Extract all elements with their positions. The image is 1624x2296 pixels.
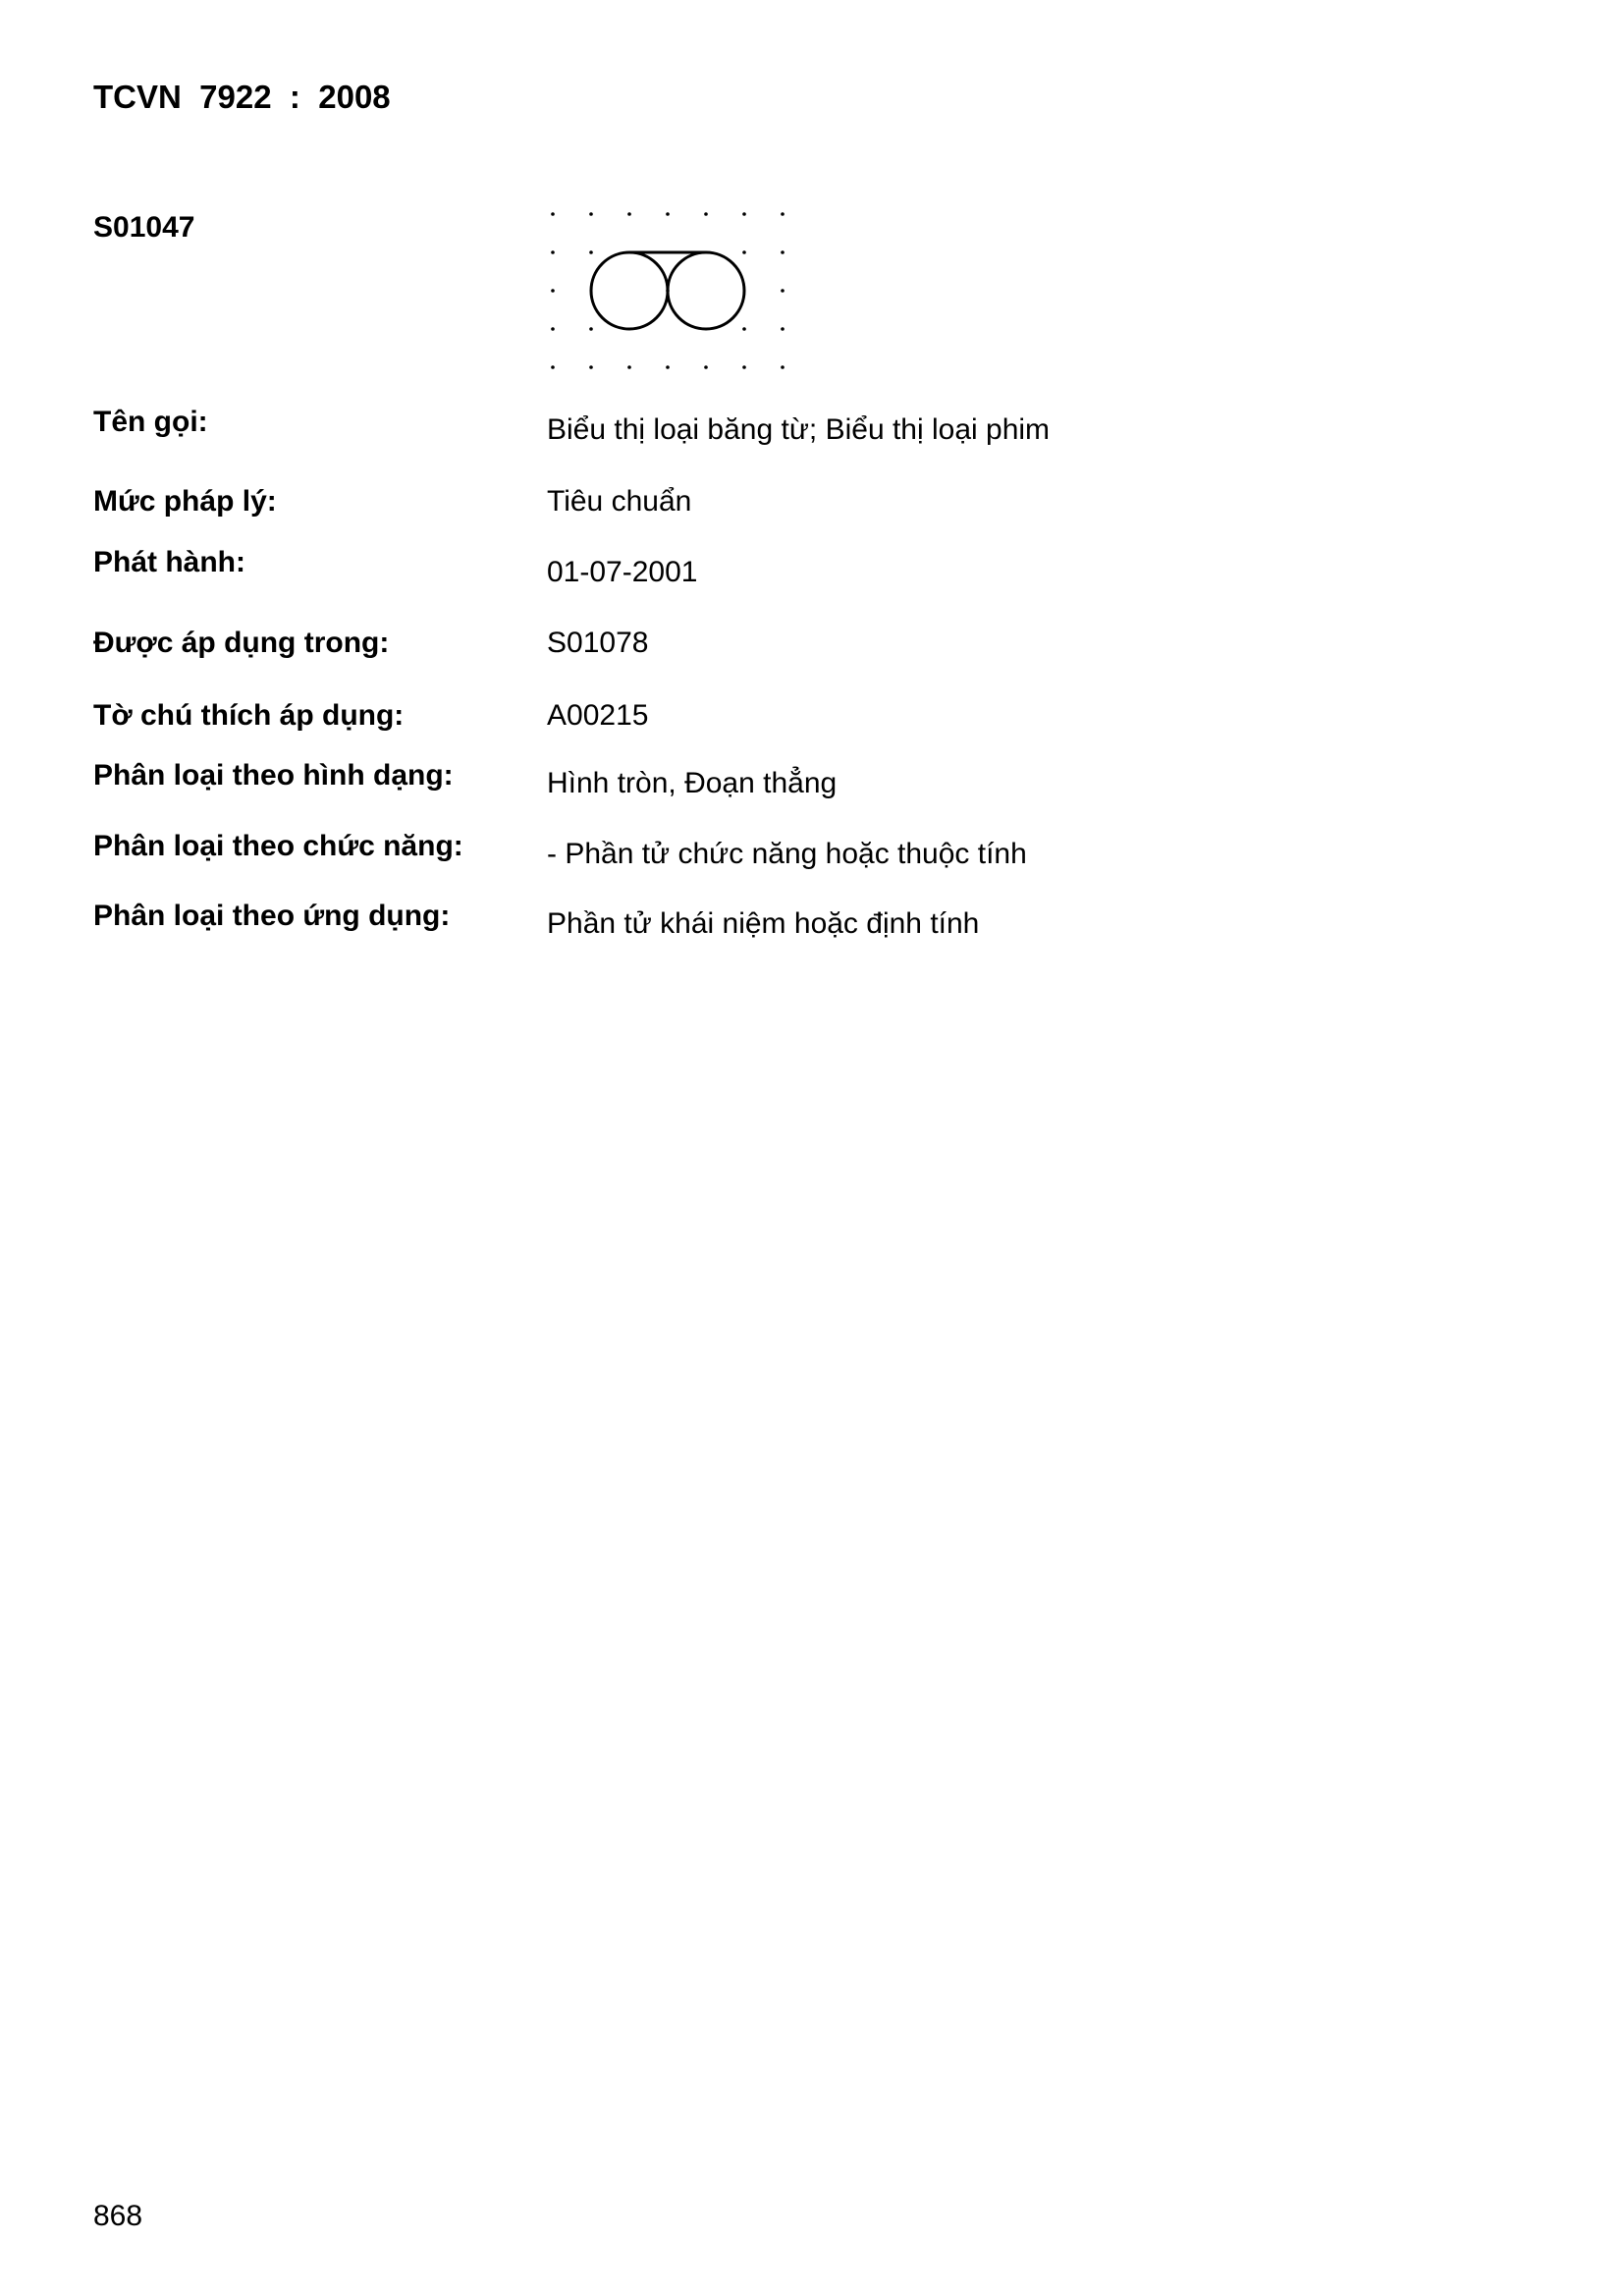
field-label: Phân loại theo chức năng: [93,830,463,862]
field-function-classification [93,830,1468,889]
field-value: Tiêu chuẩn [547,485,692,518]
field-value: Phần tử khái niệm hoặc định tính [547,907,980,940]
field-label: Phát hành: [93,546,245,578]
symbol-code: S01047 [93,211,195,244]
right-reel [668,252,744,329]
magnetic-tape-reel-icon [535,196,810,383]
field-application-classification [93,900,1468,958]
field-annotation-sheet [93,699,1468,758]
standard-header: TCVN 7922 : 2008 [93,79,391,115]
field-value: S01078 [547,627,649,659]
field-shape-classification [93,759,1468,818]
left-reel [591,252,668,329]
field-value: 01-07-2001 [547,556,698,588]
field-label: Được áp dụng trong: [93,627,390,659]
field-applied-in [93,627,1468,685]
field-label: Phân loại theo ứng dụng: [93,900,451,932]
field-legal-level [93,485,1468,544]
field-value: - Phần tử chức năng hoặc thuộc tính [547,838,1027,870]
field-label: Tên gọi: [93,406,208,438]
field-value: Biểu thị loại băng từ; Biểu thị loại phim [547,413,1051,446]
field-label: Phân loại theo hình dạng: [93,759,454,792]
field-release-date [93,546,1468,605]
field-value: A00215 [547,699,649,732]
field-label: Tờ chú thích áp dụng: [93,699,405,732]
field-value: Hình tròn, Đoạn thẳng [547,767,838,799]
field-name [93,406,1468,465]
page-number: 868 [93,2200,143,2232]
field-label: Mức pháp lý: [93,485,277,518]
